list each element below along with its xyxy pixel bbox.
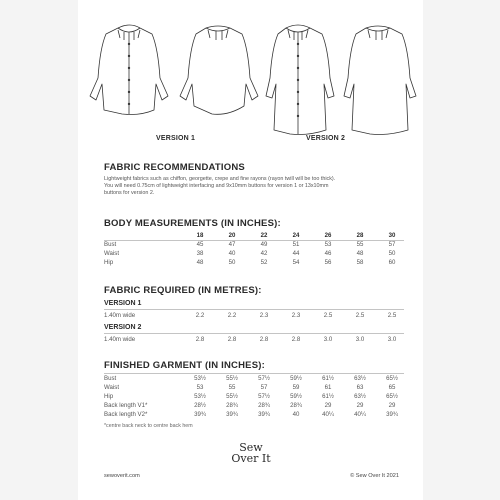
version2-back-drawing <box>344 26 416 135</box>
cell: 61½ <box>322 375 334 382</box>
size-30: 30 <box>388 232 396 239</box>
size-28: 28 <box>356 232 364 239</box>
cell: 2.5 <box>355 312 365 319</box>
row-label: Hip <box>104 259 114 266</box>
cell: 2.8 <box>259 336 269 343</box>
row-label: Bust <box>104 241 117 248</box>
cell: 53 <box>196 384 204 391</box>
website-link[interactable]: sewoverit.com <box>104 473 140 479</box>
version1-caption: VERSION 1 <box>156 135 196 142</box>
footnote: *centre back neck to centre back hem <box>104 423 193 429</box>
cell: 48 <box>196 259 204 266</box>
cell: 40¼ <box>322 411 334 418</box>
cell: 51 <box>292 241 300 248</box>
cell: 40¼ <box>354 411 366 418</box>
cell: 57½ <box>258 393 270 400</box>
cell: 2.5 <box>323 312 333 319</box>
version1-subheading: VERSION 1 <box>104 300 142 307</box>
cell: 40 <box>292 411 300 418</box>
version1-back-drawing <box>180 26 258 114</box>
cell: 59 <box>292 384 300 391</box>
cell: 57 <box>260 384 268 391</box>
cell: 65 <box>388 384 396 391</box>
cell: 55 <box>356 241 364 248</box>
fabric-line: You will need 0.75cm of lightweight interfacing and 9x10mm buttons for version 1 or 13x10mm <box>104 183 329 190</box>
cell: 2.8 <box>195 336 205 343</box>
size-20: 20 <box>228 232 236 239</box>
cell: 50 <box>228 259 236 266</box>
cell: 29 <box>388 402 396 409</box>
cell: 2.2 <box>195 312 205 319</box>
cell: 52 <box>260 259 268 266</box>
cell: 3.0 <box>355 336 365 343</box>
cell: 55½ <box>226 393 238 400</box>
fabric-required-heading: FABRIC REQUIRED (IN METRES): <box>104 285 262 296</box>
row-label: Back length V1* <box>104 402 148 409</box>
size-18: 18 <box>196 232 204 239</box>
row-label: 1.40m wide <box>104 312 136 319</box>
fabric-recommendations-heading: FABRIC RECOMMENDATIONS <box>104 162 245 173</box>
cell: 65½ <box>386 375 398 382</box>
finished-garment-heading: FINISHED GARMENT (IN INCHES): <box>104 360 265 371</box>
version2-caption: VERSION 2 <box>306 135 346 142</box>
cell: 59½ <box>290 375 302 382</box>
cell: 28¾ <box>258 402 270 409</box>
cell: 61 <box>324 384 332 391</box>
cell: 60 <box>388 259 396 266</box>
cell: 55½ <box>226 375 238 382</box>
cell: 53½ <box>194 393 206 400</box>
divider <box>104 373 404 374</box>
cell: 55 <box>228 384 236 391</box>
row-label: Bust <box>104 375 117 382</box>
size-26: 26 <box>324 232 332 239</box>
divider <box>104 333 404 334</box>
cell: 29 <box>356 402 364 409</box>
version2-front-drawing <box>266 25 334 135</box>
cell: 3.0 <box>323 336 333 343</box>
cell: 47 <box>228 241 236 248</box>
size-24: 24 <box>292 232 300 239</box>
row-label: Waist <box>104 250 120 257</box>
cell: 63½ <box>354 393 366 400</box>
cell: 39¾ <box>258 411 270 418</box>
divider <box>104 309 404 310</box>
cell: 53 <box>324 241 332 248</box>
cell: 59½ <box>290 393 302 400</box>
copyright-text: © Sew Over It 2021 <box>350 473 399 479</box>
fabric-line: buttons for version 2. <box>104 190 155 197</box>
fabric-recommendations-text <box>104 176 404 198</box>
cell: 39¾ <box>194 411 206 418</box>
cell: 48 <box>356 250 364 257</box>
cell: 2.3 <box>291 312 301 319</box>
fabric-line: Lightweight fabrics such as chiffon, georgette, crepe and fine rayons (rayon twill will be too thick). <box>104 176 336 182</box>
cell: 2.8 <box>291 336 301 343</box>
row-label: Hip <box>104 393 114 400</box>
cell: 57 <box>388 241 396 248</box>
cell: 2.3 <box>259 312 269 319</box>
cell: 39¾ <box>226 411 238 418</box>
cell: 2.2 <box>227 312 237 319</box>
cell: 63 <box>356 384 364 391</box>
cell: 38 <box>196 250 204 257</box>
pattern-info-sheet <box>78 0 423 500</box>
row-label: Waist <box>104 384 120 391</box>
cell: 28¾ <box>290 402 302 409</box>
cell: 3.0 <box>387 336 397 343</box>
cell: 65½ <box>386 393 398 400</box>
cell: 54 <box>292 259 300 266</box>
cell: 42 <box>260 250 268 257</box>
cell: 50 <box>388 250 396 257</box>
cell: 28¾ <box>226 402 238 409</box>
cell: 40 <box>228 250 236 257</box>
cell: 56 <box>324 259 332 266</box>
cell: 2.5 <box>387 312 397 319</box>
size-22: 22 <box>260 232 268 239</box>
logo-line: Over It <box>231 452 271 465</box>
row-label: 1.40m wide <box>104 336 136 343</box>
cell: 57½ <box>258 375 270 382</box>
cell: 61½ <box>322 393 334 400</box>
cell: 29 <box>324 402 332 409</box>
garment-illustrations <box>78 18 423 143</box>
row-label: Back length V2* <box>104 411 148 418</box>
cell: 45 <box>196 241 204 248</box>
cell: 39¾ <box>386 411 398 418</box>
cell: 44 <box>292 250 300 257</box>
cell: 49 <box>260 241 268 248</box>
cell: 53½ <box>194 375 206 382</box>
version2-subheading: VERSION 2 <box>104 324 142 331</box>
version1-front-drawing <box>90 25 168 115</box>
cell: 46 <box>324 250 332 257</box>
cell: 58 <box>356 259 364 266</box>
body-measurements-heading: BODY MEASUREMENTS (IN INCHES): <box>104 218 281 229</box>
logo-line: Sew <box>239 441 263 454</box>
cell: 63½ <box>354 375 366 382</box>
brand-logo <box>231 442 271 464</box>
cell: 2.8 <box>227 336 237 343</box>
cell: 28½ <box>194 402 206 409</box>
